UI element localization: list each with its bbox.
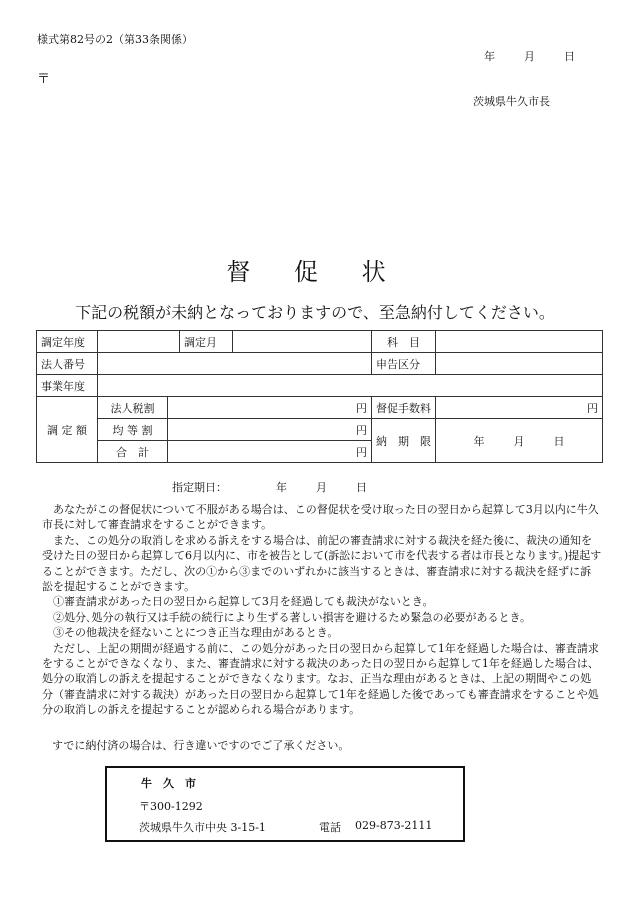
notice-paragraph: ①審査請求があった日の翌日から起算して3月を経過しても裁決がないとき。: [42, 595, 434, 609]
assess-month-label: 調定月: [180, 331, 233, 353]
business-year-label: 事業年度: [37, 375, 98, 397]
issue-date-day: 日: [564, 50, 575, 63]
table-row: [37, 353, 603, 375]
per-capita-yen: 円: [168, 419, 372, 441]
corp-number-label: 法人番号: [37, 353, 98, 375]
notice-paragraph: また、この処分の取消しを求める訴えをする場合は、前記の審査請求に対する裁決を経た後に、裁決の通知を受けた日の翌日から起算して6月以内に、市を被告として(訴訟において市を代表する者は市長となります。)提起することができます。ただし、次の①から③までのいずれかに該当するときは、審査請求に対する裁決を経ずに訴訟を提起することができます。: [42, 533, 602, 594]
due-date-label: 指定期日：: [172, 481, 227, 494]
table-row: [37, 397, 603, 419]
deadline-month: 月: [513, 434, 525, 448]
lead-text: 下記の税額が未納となっておりますので、至急納付してください。: [75, 303, 555, 322]
deadline-value: [436, 419, 603, 463]
assess-amount-label: 調 定 額: [37, 397, 98, 463]
assess-month-value: [233, 331, 372, 353]
issue-date-month: 月: [524, 50, 535, 63]
total-label: 合 計: [98, 441, 168, 463]
deadline-year: 年: [473, 434, 485, 448]
issuer-postal: 〒300-1292: [139, 800, 203, 813]
corp-tax-yen: 円: [168, 397, 372, 419]
page-title: 督 促 状: [226, 258, 404, 286]
issue-date-year: 年: [484, 50, 495, 63]
total-yen: 円: [168, 441, 372, 463]
issuer-address: 茨城県牛久市中央 3-15-1: [139, 821, 266, 834]
per-capita-label: 均 等 割: [98, 419, 168, 441]
business-year-value: [98, 375, 603, 397]
issuer-phone: 029-873-2111: [355, 819, 433, 832]
issuer-name: 牛 久 市: [141, 777, 196, 790]
table-row: [37, 419, 603, 441]
filing-type-label: 申告区分: [372, 353, 436, 375]
notice-paragraph: ②処分､処分の執行又は手続の続行により生ずる著しい損害を避けるため緊急の必要があるとき。: [42, 610, 532, 624]
deadline-label: 納 期 限: [372, 419, 436, 463]
filing-type-value: [436, 353, 603, 375]
issuer-phone-label: 電話: [319, 821, 341, 834]
appeal-notice: [42, 502, 602, 718]
subject-value: [436, 331, 603, 353]
recipient-label: 茨城県牛久市長: [473, 95, 550, 108]
fee-yen: 円: [436, 397, 603, 419]
issuer-box: [105, 766, 465, 842]
closing-note: すでに納付済の場合は、行き違いですのでご了承ください。: [52, 739, 350, 752]
notice-paragraph: あなたがこの督促状について不服がある場合は、この督促状を受け取った日の翌日から起算して3月以内に牛久市長に対して審査請求をすることができます。: [42, 503, 599, 532]
due-date-month: 月: [316, 481, 327, 494]
notice-paragraph: ただし、上記の期間が経過する前に、この処分があった日の翌日から起算して1年を経過した場合は、審査請求をすることができなくなり、また、審査請求に対する裁決のあった日の翌日から起算して1年を経過した場合は、処分の取消しの訴えを提起することができなくなります。なお、正当な理由があるときは、上記の期間やこの処分（審査請求に対する裁決）があった日の翌日から起算して1年を経過した後であっても審査請求をすることや処分の取消しの訴えを提起することが認められる場合があります。: [42, 641, 599, 717]
fee-label: 督促手数料: [372, 397, 436, 419]
corp-number-value: [98, 353, 372, 375]
due-date-year: 年: [276, 481, 287, 494]
notice-paragraph: ③その他裁決を経ないことにつき正当な理由があるとき。: [42, 626, 339, 640]
postal-mark: 〒: [37, 72, 51, 87]
corp-tax-label: 法人税割: [98, 397, 168, 419]
assess-year-value: [98, 331, 180, 353]
due-date: [172, 479, 367, 495]
deadline-day: 日: [553, 434, 565, 448]
issue-date: [484, 48, 575, 64]
subject-label: 科 目: [372, 331, 436, 353]
table-row: [37, 375, 603, 397]
table-row: [37, 331, 603, 353]
assess-year-label: 調定年度: [37, 331, 98, 353]
due-date-day: 日: [356, 481, 367, 494]
form-number: 様式第82号の2（第33条関係）: [37, 33, 193, 46]
tax-table: [36, 330, 603, 463]
